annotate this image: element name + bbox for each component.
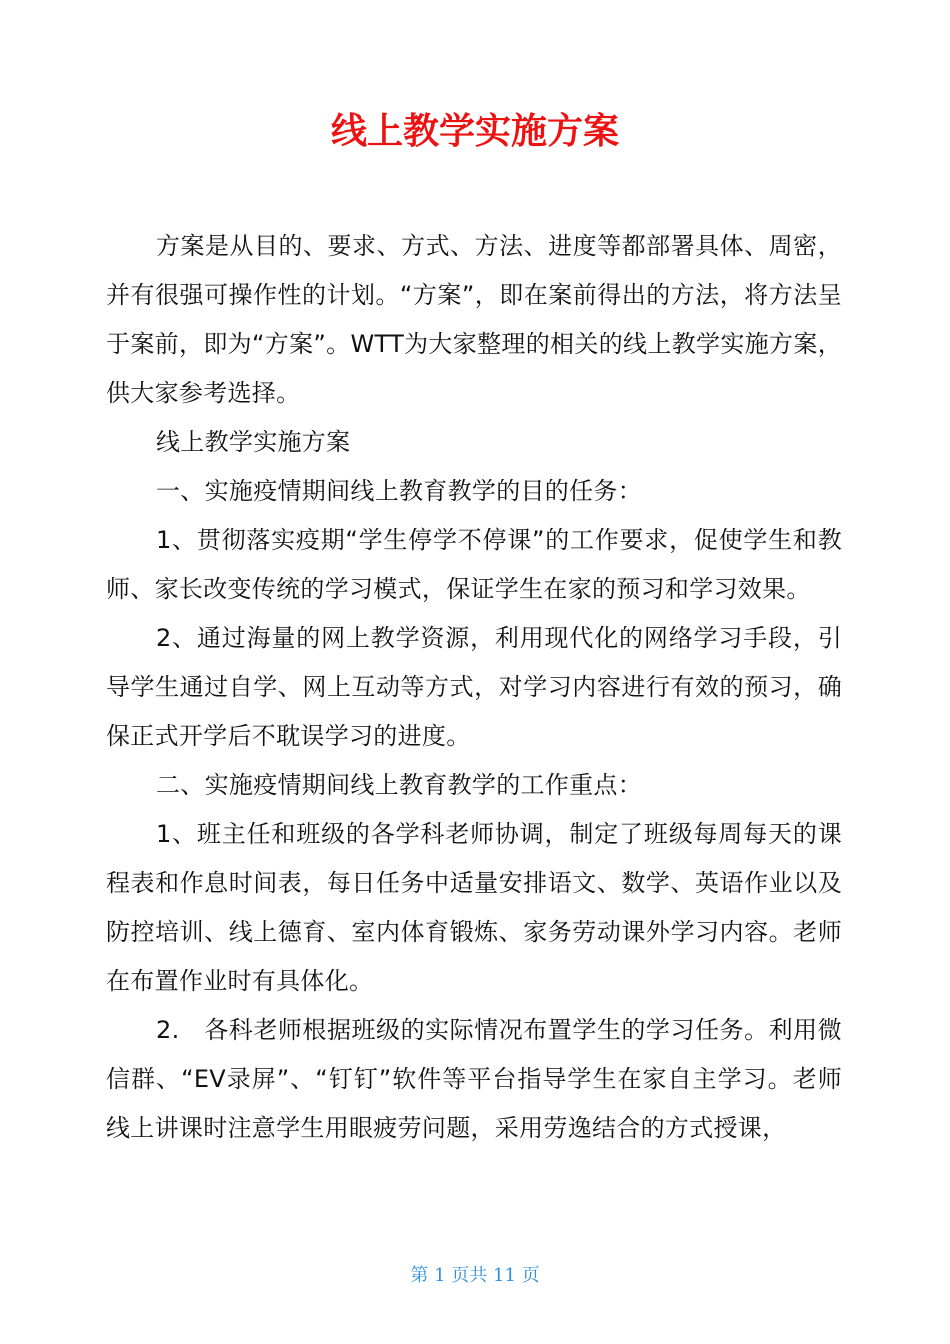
subtitle-paragraph: 线上教学实施方案 [156,428,351,456]
document-title: 线上教学实施方案 [330,111,619,152]
list-item: 2、通过海量的网上教学资源，利用现代化的网络学习手段，引导学生通过自学、网上互动等方式，对学习内容进行有效的预习，确保正式开学后不耽误学习的进度。 [106,624,842,750]
document-body [106,222,842,1153]
section-heading-2: 二、实施疫情期间线上教育教学的工作重点： [156,771,642,799]
page-number-footer: 第 1 页共 11 页 [410,1265,540,1286]
list-item: 1、班主任和班级的各学科老师协调，制定了班级每周每天的课程表和作息时间表，每日任务中适量安排语文、数学、英语作业以及防控培训、线上德育、室内体育锻炼、家务劳动课外学习内容。老师在布置作业时有具体化。 [106,820,842,995]
section-heading-1: 一、实施疫情期间线上教育教学的目的任务： [156,477,642,505]
list-item: 2. 各科老师根据班级的实际情况布置学生的学习任务。利用微信群、“EV录屏”、“钉钉”软件等平台指导学生在家自主学习。老师线上讲课时注意学生用眼疲劳问题，采用劳逸结合的方式授课， [106,1016,842,1142]
list-item: 1、贯彻落实疫期“学生停学不停课”的工作要求，促使学生和教师、家长改变传统的学习模式，保证学生在家的预习和学习效果。 [106,526,842,603]
intro-paragraph: 方案是从目的、要求、方式、方法、进度等都部署具体、周密，并有很强可操作性的计划。“方案”，即在案前得出的方法，将方法呈于案前，即为“方案”。WTT为大家整理的相关的线上教学实施方案，供大家参考选择。 [106,232,842,407]
